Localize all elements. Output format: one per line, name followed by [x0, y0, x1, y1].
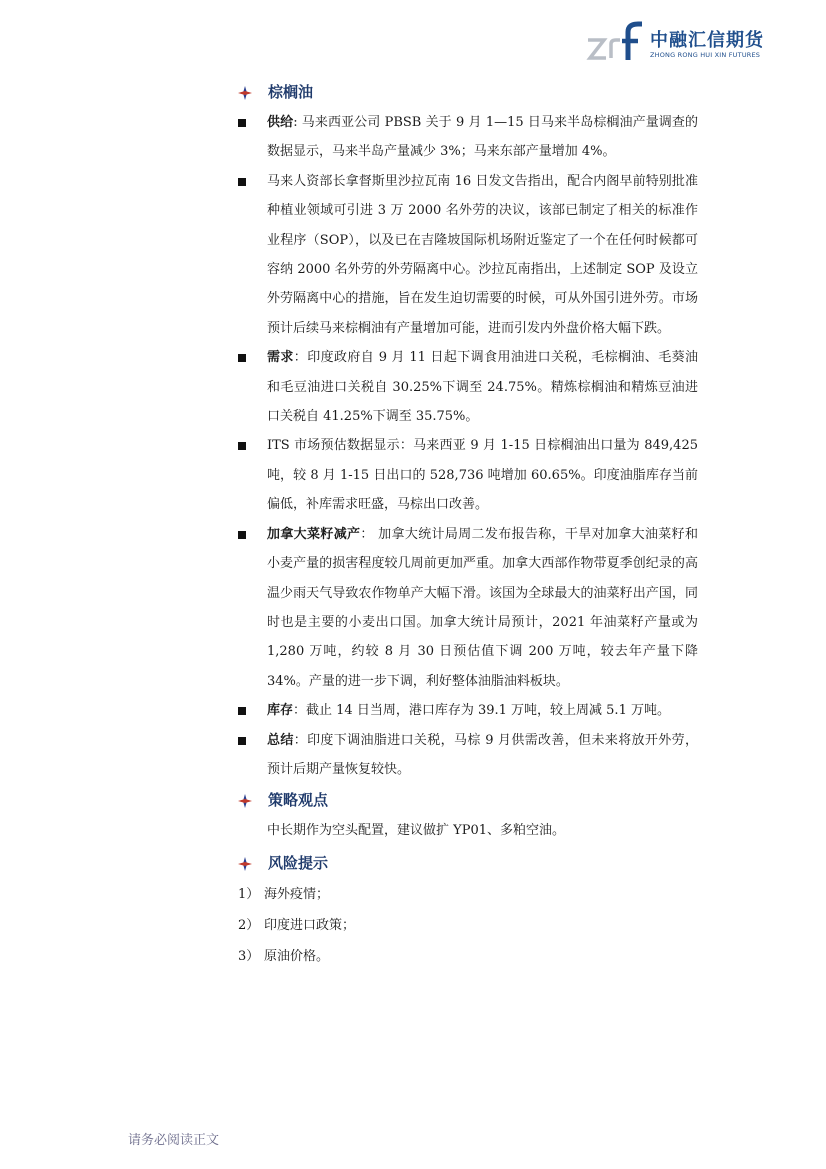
bullet-text: ：截止 14 日当周，港口库存为 39.1 万吨，较上周减 5.1 万吨。: [293, 703, 670, 719]
square-bullet-icon: [238, 119, 246, 127]
bullet-text: ITS 市场预估数据显示：马来西亚 9 月 1-15 日棕榈油出口量为 849,425 吨，较 8 月 1-15 日出口的 528,736 吨增加 60.65%。印度油脂库存当前偏低，补库需求旺盛，马棕出口改善。: [267, 438, 698, 513]
strategy-text: 中长期作为空头配置，建议做扩 YP01、多粕空油。: [267, 823, 566, 839]
diamond-bullet-icon: [238, 86, 252, 100]
footer-disclaimer: 请务必阅读正文: [128, 1133, 220, 1148]
square-bullet-icon: [238, 354, 246, 362]
bullet-malaysia-labor: [238, 167, 698, 343]
risk-item: [238, 941, 698, 972]
bullet-text: : 马来西亚公司 PBSB 关于 9 月 1—15 日马来半岛棕榈油产量调查的数据显示，马来半岛产量减少 3%；马来东部产量增加 4%。: [267, 115, 698, 160]
company-logo: [584, 20, 784, 64]
risk-number: 2）: [238, 918, 260, 934]
diamond-bullet-icon: [238, 794, 252, 808]
square-bullet-icon: [238, 707, 246, 715]
risk-text: 海外疫情；: [264, 887, 330, 903]
risk-number: 1）: [238, 887, 260, 903]
bullet-its-export: [238, 431, 698, 519]
bullet-supply: [238, 108, 698, 167]
risk-item: [238, 879, 698, 910]
section-heading-palm-oil: [238, 78, 698, 108]
bullet-text: ：印度政府自 9 月 11 日起下调食用油进口关税，毛棕榈油、毛葵油和毛豆油进口关税自 30.25%下调至 24.75%。精炼棕榈油和精炼豆油进口关税自 41.25%下调至 35.75%。: [267, 350, 698, 425]
report-body: [238, 76, 698, 972]
bullet-label: 总结: [267, 732, 294, 748]
logo-english-name: ZHONG RONG HUI XIN FUTURES: [650, 51, 761, 59]
bullet-demand: [238, 343, 698, 431]
section-title: 风险提示: [268, 854, 329, 873]
bullet-text: ：印度下调油脂进口关税，马棕 9 月供需改善，但未来将放开外劳，预计后期产量恢复较快。: [267, 732, 698, 777]
square-bullet-icon: [238, 531, 246, 539]
bullet-text: ： 加拿大统计局周二发布报告称，干旱对加拿大油菜籽和小麦产量的损害程度较几周前更加严重。加拿大西部作物带夏季创纪录的高温少雨天气导致农作物单产大幅下滑。该国为全球最大的油菜籽出产国，同时也是主要的小麦出口国。加拿大统计局预计，2021 年油菜籽产量或为 1,280 万吨，约较 8 月 30 日预估值下调 200 万吨，较去年产量下降 34%。产量的进一步下调，利好整体油脂油料板块。: [267, 526, 698, 689]
risk-item: [238, 910, 698, 941]
bullet-canada-rapeseed: [238, 520, 698, 696]
risk-text: 印度进口政策；: [264, 918, 356, 934]
section-heading-risk: [238, 849, 698, 879]
bullet-label: 需求: [267, 350, 294, 366]
bullet-text: 马来人资部长拿督斯里沙拉瓦南 16 日发文告指出，配合内阁早前特别批准种植业领域可引进 3 万 2000 名外劳的决议，该部已制定了相关的标准作业程序（SOP），以及已在吉隆坡国际机场附近鉴定了一个在任何时候都可容纳 2000 名外劳的外劳隔离中心。沙拉瓦南指出，上述制定 SOP 及设立外劳隔离中心的措施，旨在发生迫切需要的时候，可从外国引进外劳。市场预计后续马来棕榈油有产量增加可能，进而引发内外盘价格大幅下跌。: [267, 173, 698, 336]
bullet-summary: [238, 726, 698, 785]
zrf-logo-mark: [584, 20, 648, 64]
bullet-label: 库存: [267, 703, 294, 719]
bullet-label: 加拿大菜籽减产: [267, 526, 361, 542]
section-title: 策略观点: [268, 791, 329, 810]
diamond-bullet-icon: [238, 857, 252, 871]
bullet-inventory: [238, 696, 698, 725]
risk-text: 原油价格。: [264, 949, 330, 965]
section-heading-strategy: [238, 786, 698, 816]
logo-chinese-name: 中融汇信期货: [650, 30, 764, 51]
square-bullet-icon: [238, 737, 246, 745]
risk-number: 3）: [238, 949, 260, 965]
square-bullet-icon: [238, 178, 246, 186]
section-title: 棕榈油: [268, 83, 314, 101]
bullet-label: 供给: [267, 115, 294, 130]
square-bullet-icon: [238, 442, 246, 450]
